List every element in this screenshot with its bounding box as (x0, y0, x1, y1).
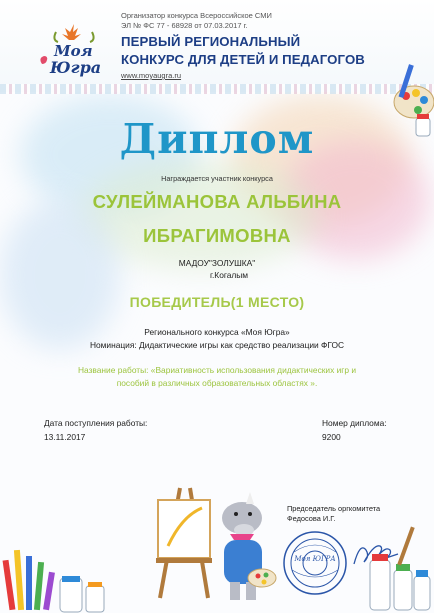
svg-text:Моя ЮГРА: Моя ЮГРА (294, 555, 336, 563)
awarded-text: Награждается участник конкурса (161, 174, 273, 183)
header-title-2: КОНКУРС ДЛЯ ДЕТЕЙ И ПЕДАГОГОВ (121, 52, 365, 67)
chairman-title: Председатель оргкомитета (287, 504, 381, 513)
organizer-line-1: Организатор конкурса Всероссийское СМИ (121, 11, 272, 20)
recipient-name-line-2: ИБРАГИМОВНА (143, 225, 291, 246)
work-title-line-2: пособий в различных образовательных областях ». (116, 378, 318, 388)
city: г.Когалым (209, 270, 249, 280)
organization: МАДОУ"ЗОЛУШКА" (178, 258, 256, 268)
svg-text:Моя: Моя (54, 42, 93, 60)
date-label: Дата поступления работы: (44, 418, 148, 428)
website-link[interactable]: www.moyaugra.ru (121, 71, 182, 80)
result-place: ПОБЕДИТЕЛЬ(1 МЕСТО) (129, 294, 305, 310)
stamp-seal (282, 530, 348, 596)
contest-name: Регионального конкурса «Моя Югра» (144, 327, 290, 337)
svg-text:Югра: Югра (50, 58, 102, 77)
paint-jars-illustration (360, 520, 434, 613)
rhino-painter-illustration (150, 478, 280, 606)
chairman-name: Федосова И.Г. (287, 514, 336, 523)
diploma-number-value: 9200 (322, 432, 341, 442)
recipient-name-line-1: СУЛЕЙМАНОВА АЛЬБИНА (92, 191, 342, 212)
work-title-line-1: Название работы: «Вариативность использования дидактических игр и (77, 365, 357, 375)
deer-logo-icon (34, 20, 114, 80)
diploma-title: Диплом (119, 115, 315, 163)
diploma-number-label: Номер диплома: (322, 418, 387, 428)
organizer-line-2: ЭЛ № ФС 77 - 68928 от 07.03.2017 г. (121, 21, 248, 30)
pencils-illustration (0, 520, 120, 613)
date-value: 13.11.2017 (44, 432, 86, 442)
nomination: Номинация: Дидактические игры как средство реализации ФГОС (89, 340, 345, 350)
header-title-1: ПЕРВЫЙ РЕГИОНАЛЬНЫЙ (121, 34, 301, 49)
ornament-stripe (0, 84, 434, 94)
